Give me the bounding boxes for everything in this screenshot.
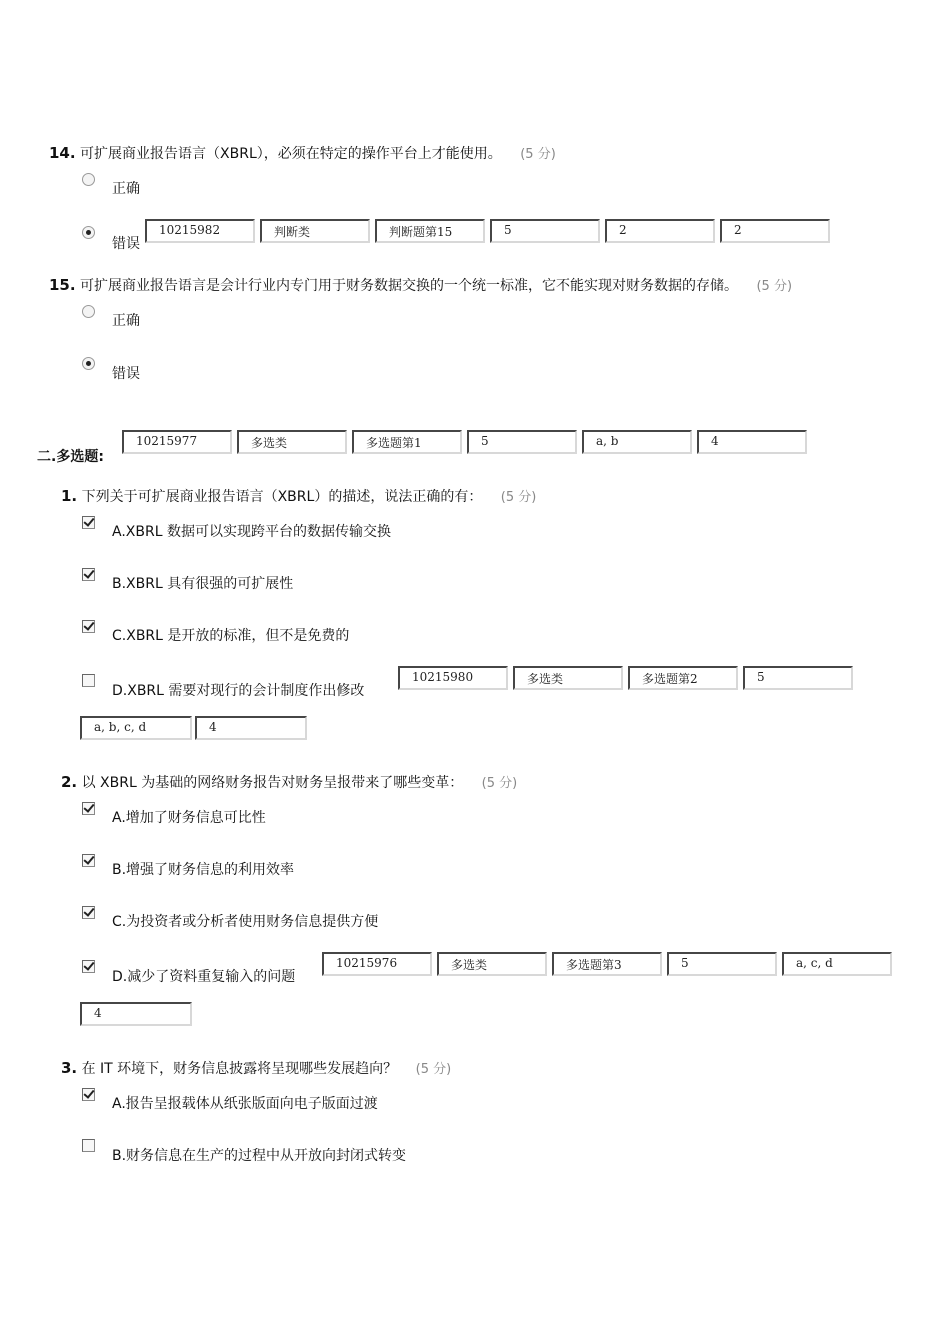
meta-cell-answer[interactable]: a, b [582, 430, 692, 454]
option-b-label: B.XBRL 具有很强的可扩展性 [112, 576, 294, 592]
question-number: 2. [61, 773, 78, 791]
question-text: 可扩展商业报告语言（XBRL），必须在特定的操作平台上才能使用。 [80, 146, 502, 162]
option-b-label: B.增强了财务信息的利用效率 [112, 862, 295, 878]
question-number: 15. [49, 276, 76, 294]
question-number: 14. [49, 144, 76, 162]
checkbox-c[interactable] [82, 620, 95, 633]
checkbox-b[interactable] [82, 1139, 95, 1152]
option-a-label: A.增加了财务信息可比性 [112, 810, 266, 826]
radio-false[interactable] [82, 357, 95, 370]
checkbox-a[interactable] [82, 802, 95, 815]
radio-true[interactable] [82, 173, 95, 186]
option-c-label: C.XBRL 是开放的标准，但不是免费的 [112, 628, 350, 644]
meta-cell-type[interactable]: 多选类 [437, 952, 547, 976]
option-false-label: 错误 [112, 236, 140, 252]
question-score: (5 分) [500, 490, 537, 505]
meta-cell-score[interactable]: 5 [490, 219, 600, 243]
meta-cell-type[interactable]: 判断类 [260, 219, 370, 243]
checkbox-c[interactable] [82, 906, 95, 919]
checkbox-d[interactable] [82, 674, 95, 687]
meta-cell-extra[interactable]: 2 [720, 219, 830, 243]
option-d-label: D.减少了资料重复输入的问题 [112, 969, 296, 985]
radio-true[interactable] [82, 305, 95, 318]
question-score: (5 分) [481, 776, 518, 791]
question-text: 以 XBRL 为基础的网络财务报告对财务呈报带来了哪些变革： [81, 775, 464, 791]
checkbox-b[interactable] [82, 568, 95, 581]
option-false-label: 错误 [112, 366, 140, 382]
checkbox-a[interactable] [82, 516, 95, 529]
meta-cell-answer[interactable]: 2 [605, 219, 715, 243]
question-number: 1. [61, 487, 78, 505]
checkbox-a[interactable] [82, 1088, 95, 1101]
meta-cell-label[interactable]: 多选题第1 [352, 430, 462, 454]
meta-cell-score[interactable]: 5 [743, 666, 853, 690]
meta-cell-id[interactable]: 10215976 [322, 952, 432, 976]
meta-cell-extra[interactable]: 4 [80, 1002, 192, 1026]
meta-cell-label[interactable]: 多选题第2 [628, 666, 738, 690]
meta-cell-id[interactable]: 10215980 [398, 666, 508, 690]
multi-question-1 [61, 486, 536, 506]
option-true-label: 正确 [112, 313, 140, 329]
checkbox-b[interactable] [82, 854, 95, 867]
question-14 [49, 143, 556, 163]
meta-cell-label[interactable]: 多选题第3 [552, 952, 662, 976]
question-score: (5 分) [756, 279, 793, 294]
multi-question-2 [61, 772, 517, 792]
meta-cell-id[interactable]: 10215977 [122, 430, 232, 454]
question-text: 下列关于可扩展商业报告语言（XBRL）的描述，说法正确的有： [81, 489, 483, 505]
option-a-label: A.报告呈报载体从纸张版面向电子版面过渡 [112, 1096, 378, 1112]
checkbox-d[interactable] [82, 960, 95, 973]
question-15 [49, 275, 792, 295]
option-d-label: D.XBRL 需要对现行的会计制度作出修改 [112, 683, 365, 699]
meta-cell-answer[interactable]: a, b, c, d [80, 716, 192, 740]
option-c-label: C.为投资者或分析者使用财务信息提供方便 [112, 914, 379, 930]
meta-cell-extra[interactable]: 4 [195, 716, 307, 740]
meta-cell-label[interactable]: 判断题第15 [375, 219, 485, 243]
option-b-label: B.财务信息在生产的过程中从开放向封闭式转变 [112, 1148, 407, 1164]
meta-cell-score[interactable]: 5 [667, 952, 777, 976]
question-text: 可扩展商业报告语言是会计行业内专门用于财务数据交换的一个统一标准，它不能实现对财务数据的存储。 [80, 278, 739, 294]
radio-false[interactable] [82, 226, 95, 239]
meta-cell-answer[interactable]: a, c, d [782, 952, 892, 976]
option-true-label: 正确 [112, 181, 140, 197]
meta-cell-extra[interactable]: 4 [697, 430, 807, 454]
multi-question-3 [61, 1058, 451, 1078]
meta-cell-score[interactable]: 5 [467, 430, 577, 454]
section-title: 二.多选题: [37, 449, 104, 465]
meta-cell-type[interactable]: 多选类 [513, 666, 623, 690]
option-a-label: A.XBRL 数据可以实现跨平台的数据传输交换 [112, 524, 391, 540]
question-text: 在 IT 环境下，财务信息披露将呈现哪些发展趋向？ [81, 1061, 398, 1077]
question-score: (5 分) [415, 1062, 452, 1077]
meta-cell-type[interactable]: 多选类 [237, 430, 347, 454]
question-score: (5 分) [520, 147, 556, 162]
question-number: 3. [61, 1059, 78, 1077]
meta-cell-id[interactable]: 10215982 [145, 219, 255, 243]
